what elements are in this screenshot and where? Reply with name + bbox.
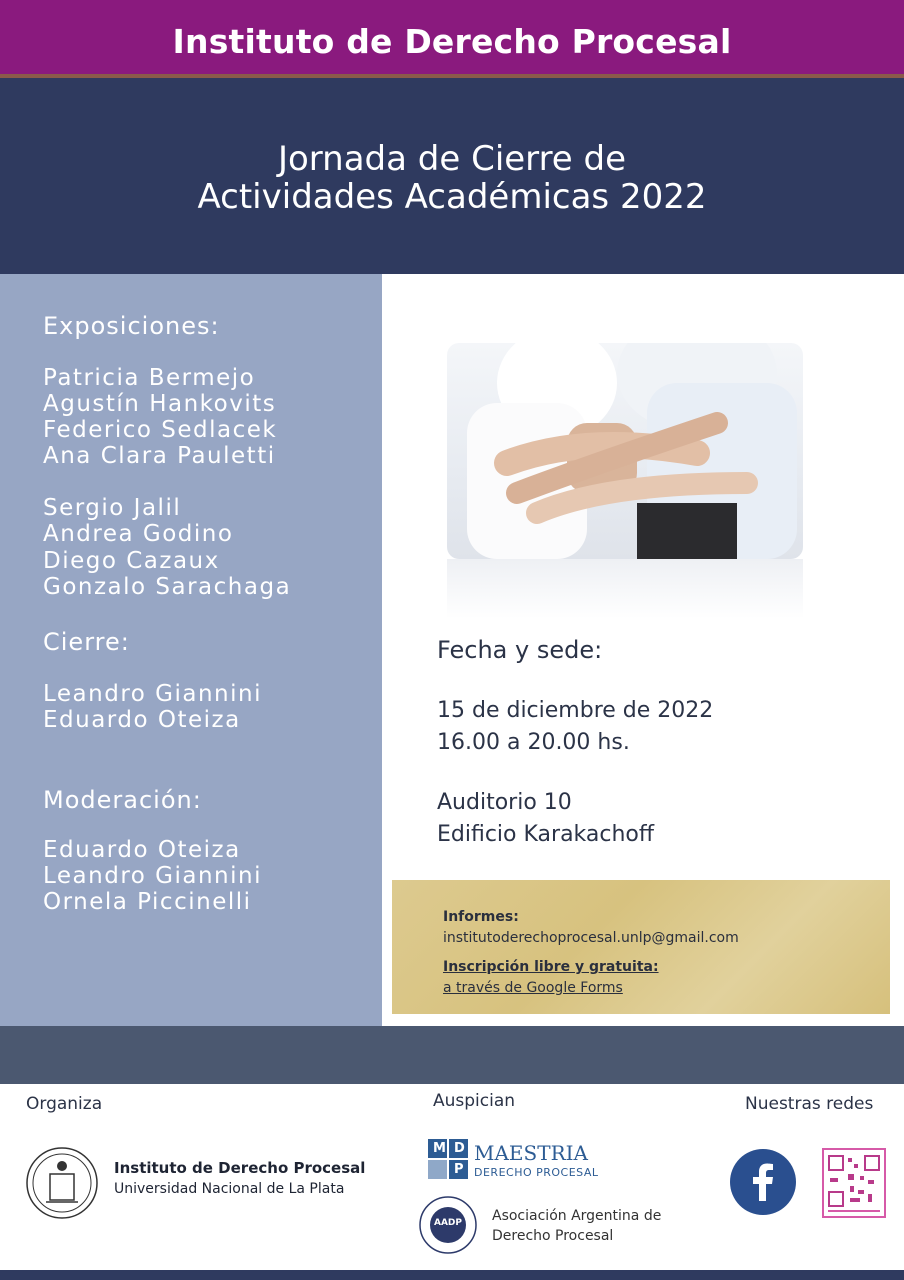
- banner-title: Instituto de Derecho Procesal: [172, 22, 732, 61]
- cierre-name: Eduardo Oteiza: [43, 707, 241, 733]
- qr-code-icon[interactable]: [822, 1148, 886, 1218]
- event-title-line2: Actividades Académicas 2022: [197, 177, 707, 217]
- moderacion-name: Eduardo Oteiza: [43, 837, 241, 863]
- bottom-bar: [0, 1270, 904, 1280]
- moderacion-name: Ornela Piccinelli: [43, 889, 252, 915]
- speakers-panel: [0, 274, 382, 1026]
- org-name: Instituto de Derecho Procesal: [114, 1159, 366, 1177]
- fecha-heading: Fecha y sede:: [437, 636, 603, 664]
- venue-line2: Edificio Karakachoff: [437, 822, 655, 847]
- org-university: Universidad Nacional de La Plata: [114, 1181, 345, 1197]
- event-title-line1: Jornada de Cierre de: [277, 139, 627, 179]
- cierre-name: Leandro Giannini: [43, 681, 262, 707]
- aadp-letters: AADP: [434, 1218, 462, 1228]
- speaker-name: Sergio Jalil: [43, 495, 182, 521]
- contact-email[interactable]: institutoderechoprocesal.unlp@gmail.com: [443, 930, 739, 946]
- speaker-name: Federico Sedlacek: [43, 417, 278, 443]
- exposiciones-heading: Exposiciones:: [43, 312, 220, 340]
- title-band: [0, 78, 904, 274]
- unlp-seal-logo: [24, 1138, 100, 1228]
- informes-label: Informes:: [443, 909, 519, 925]
- cierre-heading: Cierre:: [43, 628, 130, 656]
- mdp-letter-d: D: [454, 1141, 465, 1156]
- event-date: 15 de diciembre de 2022: [437, 698, 714, 723]
- aadp-name-line1: Asociación Argentina de: [492, 1208, 662, 1224]
- speaker-name: Diego Cazaux: [43, 548, 220, 574]
- speaker-name: Andrea Godino: [43, 521, 234, 547]
- separator-band: [0, 1026, 904, 1084]
- event-time: 16.00 a 20.00 hs.: [437, 730, 630, 755]
- google-forms-link[interactable]: a través de Google Forms: [443, 980, 623, 996]
- mdp-letter-p: P: [454, 1162, 464, 1177]
- mdp-letter-m: M: [433, 1141, 446, 1156]
- maestria-subtitle: DERECHO PROCESAL: [474, 1166, 599, 1179]
- moderacion-name: Leandro Giannini: [43, 863, 262, 889]
- venue-line1: Auditorio 10: [437, 790, 572, 815]
- inscripcion-label: Inscripción libre y gratuita:: [443, 959, 659, 975]
- speaker-name: Agustín Hankovits: [43, 391, 277, 417]
- maestria-title: MAESTRIA: [474, 1141, 588, 1165]
- moderacion-heading: Moderación:: [43, 786, 202, 814]
- organiza-heading: Organiza: [26, 1094, 103, 1114]
- facebook-icon[interactable]: [730, 1149, 796, 1215]
- redes-heading: Nuestras redes: [745, 1094, 874, 1114]
- speaker-name: Ana Clara Pauletti: [43, 443, 276, 469]
- speaker-name: Gonzalo Sarachaga: [43, 574, 292, 600]
- speaker-name: Patricia Bermejo: [43, 365, 256, 391]
- auspician-heading: Auspician: [433, 1091, 516, 1111]
- photo-reflection: [447, 559, 803, 619]
- aadp-name-line2: Derecho Procesal: [492, 1228, 614, 1244]
- teamwork-hands-photo: [447, 343, 803, 559]
- top-banner: [0, 0, 904, 74]
